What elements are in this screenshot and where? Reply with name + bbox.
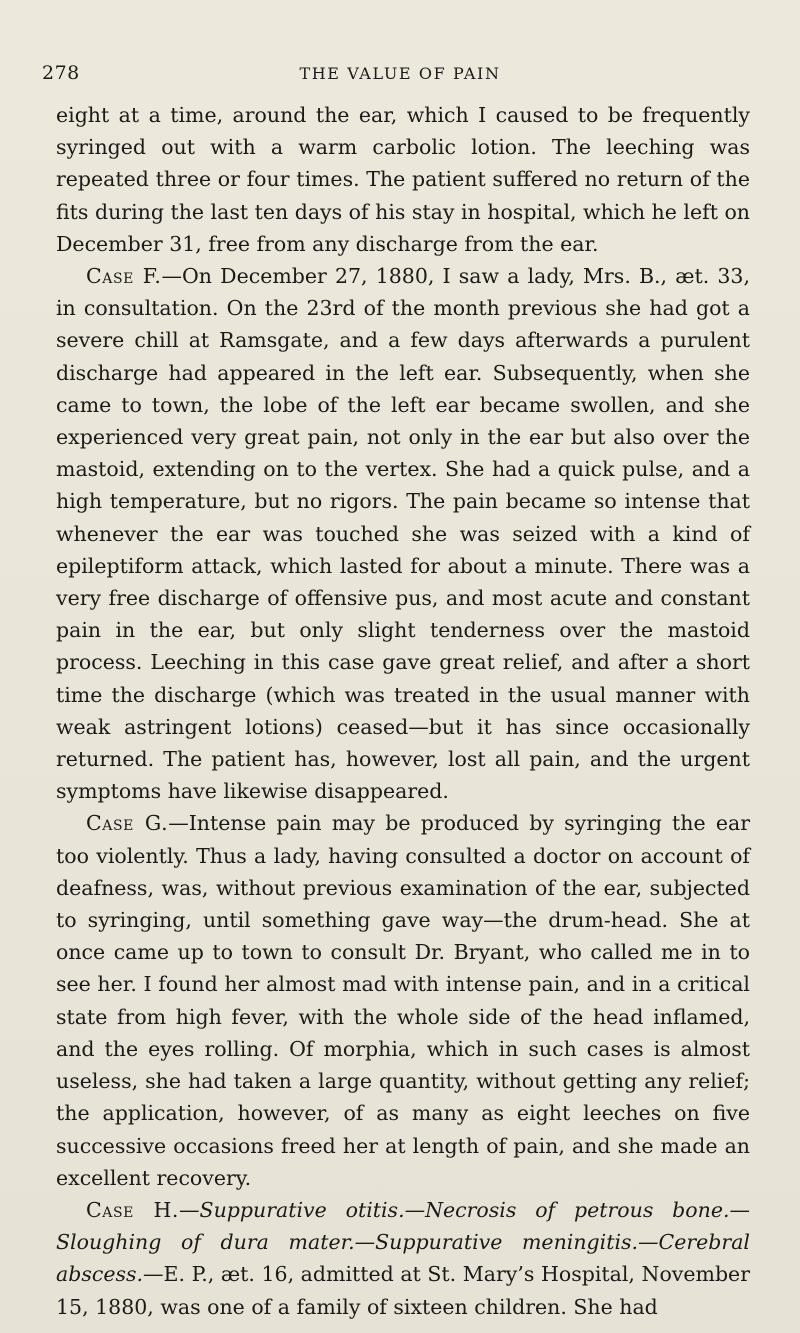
paragraph-text: —On December 27, 1880, I saw a lady, Mrs. B., æt. 33, in consultation. On the 23rd of the month previous she had got a severe chill at Ramsgate, and a few days afterwards a purulent discharge had appeared in the left ear. Subsequently, when she came to town, the lobe of the left ear became swollen, and she experienced very great pain, not only in the ear but also over the mastoid, extending on to the vertex. She had a quick pulse, and a high temperature, but no rigors. The pain became so intense that whenever the ear was touched she was seized with a kind of epileptiform attack, which lasted for about a minute. There was a very free discharge of offensive pus, and most acute and constant pain in the ear, but only slight tenderness over the mastoid process. Leeching in this case gave great relief, and after a short time the discharge (which was treated in the usual manner with weak astringent lotions) ceased—but it has since occasionally returned. The patient has, however, lost all pain, and the urgent symptoms have likewise disappeared. xyxy=(56,264,750,804)
paragraph-text: —E. P., æt. 16, admitted at St. Mary’s Hospital, November 15, 1880, was one of a family of sixteen children. She had xyxy=(56,1262,750,1319)
paragraph-case-g xyxy=(56,807,750,1193)
case-title: Suppurative otitis.—Necrosis of petrous bone.—Sloughing of dura mater.—Suppurative meningitis.—Cerebral abscess. xyxy=(56,1197,750,1287)
running-head xyxy=(42,62,758,92)
case-label: Case F. xyxy=(86,264,162,289)
case-label: Case H. xyxy=(86,1197,180,1222)
page-number: 278 xyxy=(42,62,80,84)
paragraph-text: eight at a time, around the ear, which I caused to be frequently syringed out with a warm carbolic lotion. The leeching was repeated three or four times. The patient suffered no return of the fits during the last ten days of his stay in hospital, which he left on December 31, free from any discharge from the ear. xyxy=(56,103,750,256)
running-title: THE VALUE OF PAIN xyxy=(299,64,501,83)
paragraph-case-f xyxy=(56,260,750,807)
paragraph-text: —Intense pain may be produced by syringing the ear too violently. Thus a lady, having consulted a doctor on account of deafness, was, without previous examination of the ear, subjected to syringing, until something gave way—the drum-head. She at once came up to town to consult Dr. Bryant, who called me in to see her. I found her almost mad with intense pain, and in a critical state from high fever, with the whole side of the head inflamed, and the eyes rolling. Of morphia, which in such cases is almost useless, she had taken a large quantity, without getting any relief; the application, however, of as many as eight leeches on five successive occasions freed her at length of pain, and she made an excellent recovery. xyxy=(56,811,750,1190)
case-label: Case G. xyxy=(86,811,169,836)
case-dash: — xyxy=(179,1197,200,1222)
paragraph-case-h xyxy=(56,1194,750,1323)
body-text xyxy=(56,99,750,1323)
paragraph-continuation xyxy=(56,99,750,260)
